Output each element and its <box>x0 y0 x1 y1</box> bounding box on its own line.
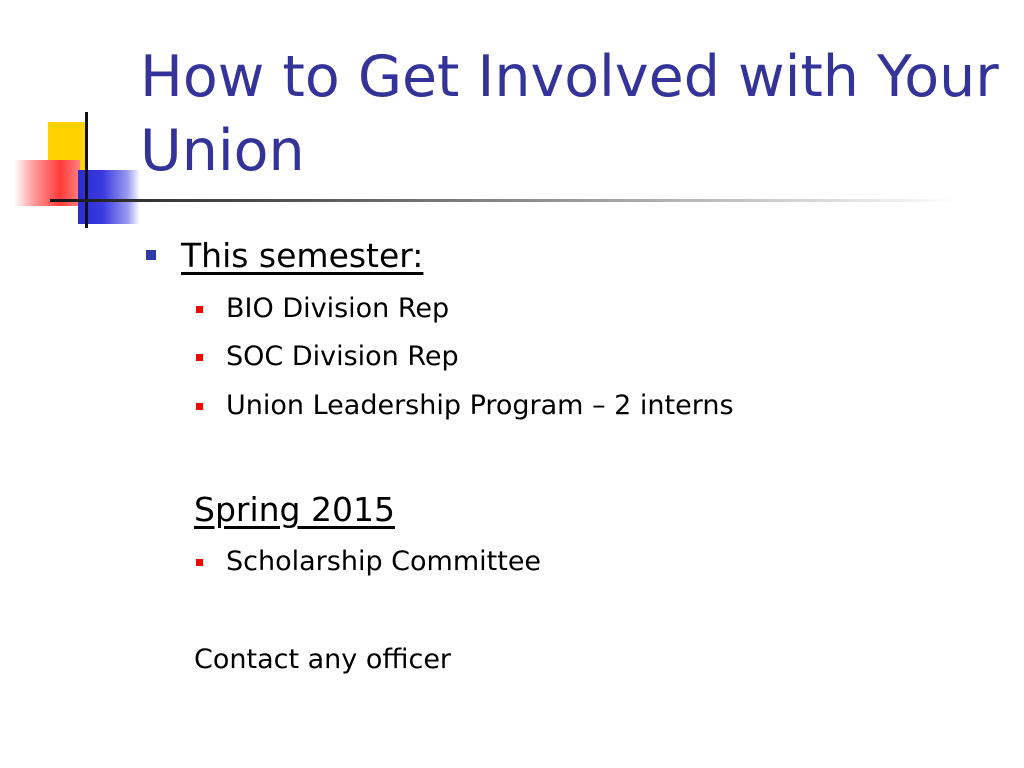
list-item-text: SOC Division Rep <box>226 341 459 372</box>
title-underline-rule <box>50 199 960 202</box>
square-bullet-icon <box>196 559 203 566</box>
spring-heading: Spring 2015 <box>194 490 395 529</box>
list-item-text: Union Leadership Program – 2 interns <box>226 390 734 421</box>
list-item-text: Scholarship Committee <box>226 546 542 577</box>
slide-title: How to Get Involved with Your Union <box>140 44 999 184</box>
contact-text: Contact any officer <box>194 644 452 675</box>
square-bullet-icon <box>196 354 203 361</box>
section-heading: This semester: <box>181 236 424 275</box>
list-item-text: BIO Division Rep <box>226 293 450 324</box>
square-bullet-icon <box>196 306 203 313</box>
square-bullet-icon <box>196 403 203 410</box>
square-bullet-icon <box>146 250 156 260</box>
decorative-vertical-line <box>85 112 88 228</box>
